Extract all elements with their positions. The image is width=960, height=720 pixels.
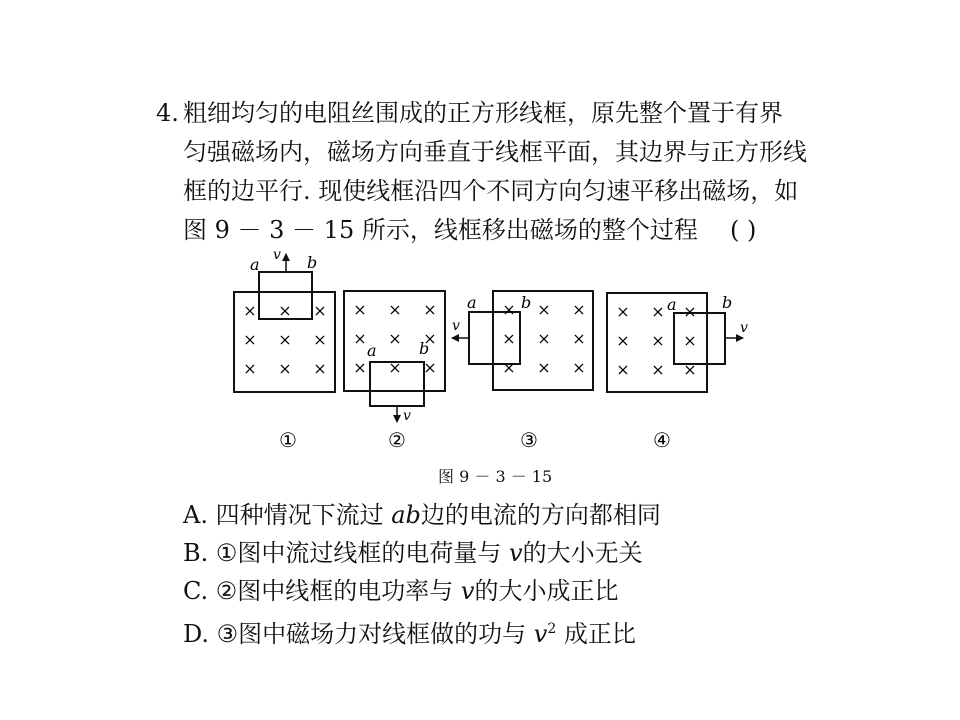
option-d-suffix: 成正比 bbox=[556, 620, 636, 648]
svg-text:×: × bbox=[616, 302, 630, 321]
svg-text:×: × bbox=[388, 300, 402, 319]
panel-number-2: ② bbox=[388, 428, 406, 452]
option-b-suffix: 的大小无关 bbox=[522, 539, 643, 567]
label-b-2: b bbox=[419, 339, 430, 358]
svg-text:×: × bbox=[243, 301, 257, 320]
question-line-1: 粗细均匀的电阻丝围成的正方形线框，原先整个置于有界 bbox=[183, 99, 783, 127]
answer-parentheses: ( ) bbox=[730, 216, 757, 244]
svg-text:×: × bbox=[278, 301, 292, 320]
svg-text:×: × bbox=[616, 360, 630, 379]
svg-text:×: × bbox=[313, 359, 327, 378]
cross-grid-1 bbox=[243, 301, 326, 378]
svg-text:×: × bbox=[683, 331, 697, 350]
label-v-4: v bbox=[740, 320, 748, 336]
panel-number-1: ① bbox=[279, 428, 297, 452]
option-d[interactable] bbox=[183, 611, 636, 652]
svg-text:×: × bbox=[353, 358, 367, 377]
diagram-4 bbox=[607, 293, 748, 452]
svg-text:×: × bbox=[353, 300, 367, 319]
svg-text:×: × bbox=[353, 329, 367, 348]
svg-text:×: × bbox=[388, 358, 402, 377]
svg-text:×: × bbox=[502, 329, 516, 348]
svg-text:×: × bbox=[572, 300, 586, 319]
figure-caption: 图 9 － 3 － 15 bbox=[438, 467, 553, 486]
label-b-4: b bbox=[722, 293, 733, 312]
option-c-var: v bbox=[460, 577, 475, 605]
svg-text:×: × bbox=[683, 360, 697, 379]
svg-text:×: × bbox=[537, 300, 551, 319]
option-a[interactable] bbox=[183, 497, 661, 533]
svg-text:×: × bbox=[423, 329, 437, 348]
svg-text:×: × bbox=[537, 329, 551, 348]
svg-text:×: × bbox=[313, 330, 327, 349]
option-c-suffix: 的大小成正比 bbox=[474, 577, 619, 605]
svg-text:×: × bbox=[423, 300, 437, 319]
panel-number-4: ④ bbox=[653, 428, 671, 452]
label-a-2: a bbox=[367, 341, 377, 360]
diagram-1 bbox=[234, 250, 335, 452]
svg-text:×: × bbox=[243, 330, 257, 349]
cross-grid-4 bbox=[616, 302, 696, 379]
svg-text:×: × bbox=[537, 358, 551, 377]
option-b[interactable] bbox=[183, 535, 643, 571]
svg-text:×: × bbox=[243, 359, 257, 378]
magnetic-field-figure bbox=[225, 250, 765, 465]
svg-text:×: × bbox=[572, 358, 586, 377]
question-line-2: 匀强磁场内，磁场方向垂直于线框平面，其边界与正方形线 bbox=[183, 138, 807, 166]
option-a-suffix: 边的电流的方向都相同 bbox=[420, 501, 661, 529]
svg-text:×: × bbox=[502, 300, 516, 319]
label-v-3: v bbox=[452, 318, 460, 334]
diagram-3 bbox=[452, 291, 593, 452]
label-a-4: a bbox=[667, 295, 677, 314]
option-c-prefix: C. ②图中线框的电功率与 bbox=[183, 577, 461, 605]
option-a-prefix: A. 四种情况下流过 bbox=[183, 501, 392, 529]
svg-text:×: × bbox=[278, 359, 292, 378]
label-a-3: a bbox=[467, 293, 477, 312]
svg-text:×: × bbox=[651, 302, 665, 321]
coil-frame-4 bbox=[674, 313, 725, 364]
question-line-4: 图 9 － 3 － 15 所示，线框移出磁场的整个过程 bbox=[183, 216, 698, 244]
svg-text:×: × bbox=[616, 331, 630, 350]
option-d-var: v bbox=[533, 620, 548, 648]
option-a-var: ab bbox=[391, 501, 421, 529]
svg-text:×: × bbox=[423, 358, 437, 377]
question-line-3: 框的边平行. 现使线框沿四个不同方向匀速平移出磁场，如 bbox=[183, 177, 799, 205]
label-v-2: v bbox=[403, 408, 411, 424]
option-b-var: v bbox=[509, 539, 523, 567]
svg-text:×: × bbox=[651, 331, 665, 350]
cross-grid-3 bbox=[502, 300, 585, 377]
label-a-1: a bbox=[250, 255, 260, 274]
panel-number-3: ③ bbox=[520, 428, 538, 452]
svg-text:×: × bbox=[502, 358, 516, 377]
svg-text:×: × bbox=[278, 330, 292, 349]
svg-text:×: × bbox=[683, 302, 697, 321]
svg-text:×: × bbox=[388, 329, 402, 348]
diagram-2 bbox=[344, 291, 445, 452]
svg-text:×: × bbox=[651, 360, 665, 379]
label-b-3: b bbox=[521, 293, 532, 312]
question-number: 4. bbox=[156, 99, 179, 127]
option-d-prefix: D. ③图中磁场力对线框做的功与 bbox=[183, 620, 534, 648]
option-b-prefix: B. ①图中流过线框的电荷量与 bbox=[183, 539, 510, 567]
label-v-1: v bbox=[273, 250, 281, 263]
option-d-exponent: 2 bbox=[547, 621, 557, 637]
option-c[interactable] bbox=[183, 573, 618, 609]
svg-text:×: × bbox=[313, 301, 327, 320]
svg-text:×: × bbox=[572, 329, 586, 348]
label-b-1: b bbox=[307, 253, 318, 272]
